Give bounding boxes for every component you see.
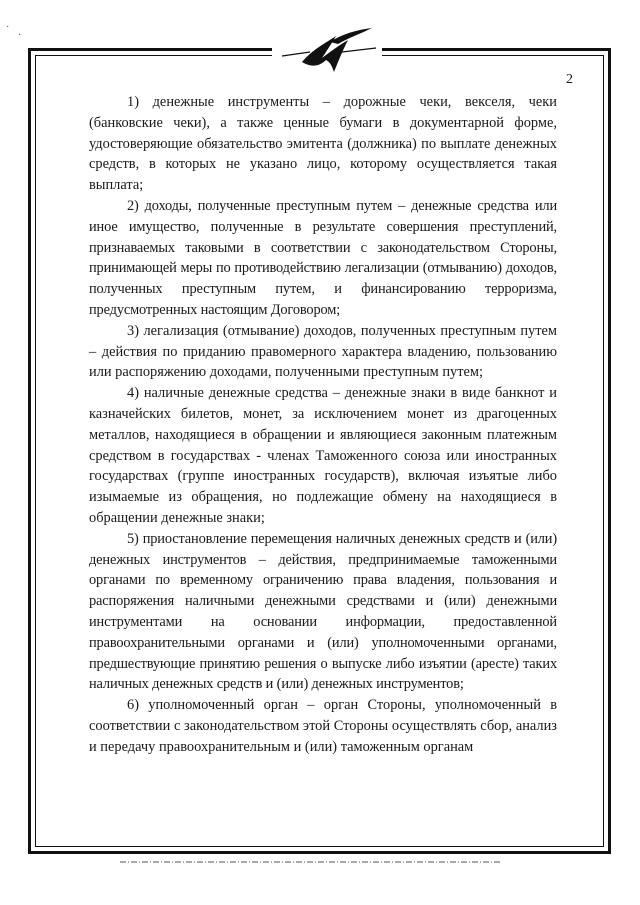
paragraph-4: 4) наличные денежные средства – денежные знаки в виде банкнот и казначейских билетов, монет, за исключением монет из драгоценных металлов, находящиеся в обращении и являющиеся законным платежным средством в государствах - членах Таможенного союза или иностранных государствах (группе иностранных государств), включая изъятые либо изымаемые из обращения, но подлежащие обмену на находящиеся в обращении денежные знаки; [89,385,557,526]
bottom-scan-line [120,857,500,867]
scan-speck: · [18,30,22,41]
paragraph-6: 6) уполномоченный орган – орган Стороны, уполномоченный в соответствии с законодательством этой Стороны осуществлять сбор, анализ и передачу правоохранительным и (или) таможенным органам [89,697,557,755]
paragraph-1: 1) денежные инструменты – дорожные чеки, векселя, чеки (банковские чеки), а также ценные бумаги в документарной форме, удостоверяющие обязательство эмитента (должника) по выплате денежных средств, в которых не указано лицо, которому осуществляется такая выплата; [89,94,557,194]
emblem-icon [272,22,382,82]
paragraph-3: 3) легализация (отмывание) доходов, полученных преступным путем – действия по приданию правомерного характера владению, пользованию или распоряжению доходами, полученными преступным путем; [89,322,557,381]
page-number: 2 [566,72,573,87]
document-body [89,92,557,758]
paragraph-5: 5) приостановление перемещения наличных денежных средств и (или) денежных инструментов – действия, предпринимаемые таможенными органами по временному ограничению права владения, пользования и распоряжения наличными денежными средствами и (или) денежными инструментами на основании информации, предоставленной правоохранительными органами и (или) уполномоченными органами, предшествующие принятию решения о выпуске либо изъятии (аресте) таких наличных денежных средств и (или) денежных инструментов; [89,530,557,693]
scan-speck: · [6,22,10,33]
paragraph-2: 2) доходы, полученные преступным путем – денежные средства или иное имущество, полученные в результате совершения преступлений, признаваемых таковыми в соответствии с законодательством Стороны, принимающей меры по противодействию легализации (отмыванию) доходов, полученных преступным путем, и финансированию терроризма, предусмотренных настоящим Договором; [89,197,557,318]
